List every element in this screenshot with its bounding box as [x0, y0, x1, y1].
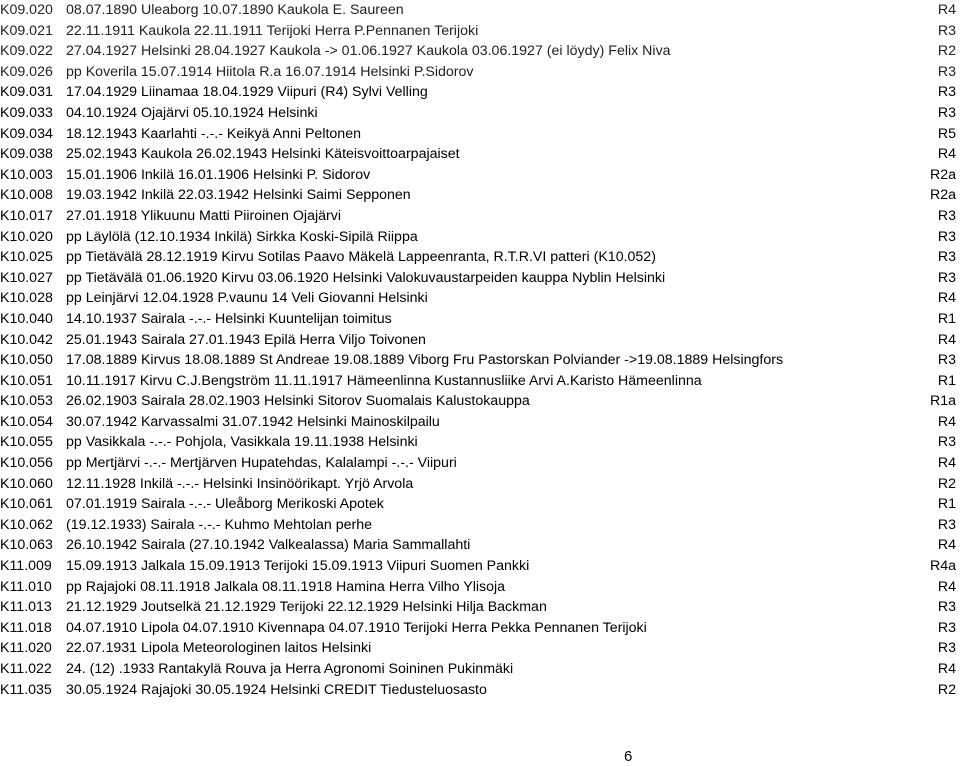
entry-code: K10.061	[0, 496, 53, 513]
entry-code: K11.020	[0, 640, 52, 657]
entry-rarity-class: R1	[937, 496, 956, 513]
entry-rarity-class: R3	[937, 63, 956, 80]
entry-row	[0, 330, 960, 351]
entry-rarity-class: R3	[937, 207, 956, 224]
entry-description: pp Leinjärvi 12.04.1928 P.vaunu 14 Veli Giovanni Helsinki	[66, 290, 428, 307]
entry-code: K10.053	[0, 393, 53, 410]
entry-rarity-class: R3	[937, 84, 956, 101]
entry-description: pp Koverila 15.07.1914 Hiitola R.a 16.07.1914 Helsinki P.Sidorov	[66, 63, 474, 80]
entry-code: K11.010	[0, 578, 52, 595]
entry-code: K11.009	[0, 558, 52, 575]
entry-row	[0, 62, 960, 83]
entry-code: K09.034	[0, 125, 53, 142]
entry-code: K11.035	[0, 681, 52, 698]
entry-code: K10.025	[0, 249, 53, 266]
entry-code: K10.063	[0, 537, 53, 554]
entry-row	[0, 21, 960, 42]
entry-description: 07.01.1919 Sairala -.-.- Uleåborg Merikoski Apotek	[66, 496, 384, 513]
entry-row	[0, 288, 960, 309]
entry-description: pp Läylölä (12.10.1934 Inkilä) Sirkka Koski-Sipilä Riippa	[66, 228, 418, 245]
entry-description: 08.07.1890 Uleaborg 10.07.1890 Kaukola E. Saureen	[66, 2, 404, 18]
entry-code: K10.056	[0, 455, 53, 472]
entry-row	[0, 206, 960, 227]
entry-code: K09.033	[0, 104, 53, 121]
entry-code: K10.040	[0, 310, 53, 327]
entry-description: 22.07.1931 Lipola Meteorologinen laitos Helsinki	[66, 640, 372, 657]
entry-row	[0, 0, 960, 21]
entry-code: K09.026	[0, 63, 53, 80]
entry-description: (19.12.1933) Sairala -.-.- Kuhmo Mehtolan perhe	[66, 516, 372, 533]
entry-description: pp Mertjärvi -.-.- Mertjärven Hupatehdas, Kalalampi -.-.- Viipuri	[66, 455, 457, 472]
entry-row	[0, 474, 960, 495]
entry-code: K10.017	[0, 207, 53, 224]
entry-description: 25.01.1943 Sairala 27.01.1943 Epilä Herra Viljo Toivonen	[66, 331, 426, 348]
entry-rarity-class: R3	[937, 104, 956, 121]
entry-rarity-class: R1a	[929, 393, 956, 410]
entry-rarity-class: R4	[937, 2, 956, 18]
entry-code: K10.027	[0, 269, 53, 286]
entry-rarity-class: R4	[937, 537, 956, 554]
entry-code: K10.055	[0, 434, 53, 451]
entry-description: 30.05.1924 Rajajoki 30.05.1924 Helsinki CREDIT Tiedusteluosasto	[66, 681, 487, 698]
entry-description: pp Rajajoki 08.11.1918 Jalkala 08.11.1918 Hamina Herra Vilho Ylisoja	[66, 578, 506, 595]
entry-code: K10.050	[0, 352, 53, 369]
entry-rarity-class: R5	[937, 125, 956, 142]
entry-rarity-class: R3	[937, 640, 956, 657]
entry-row	[0, 268, 960, 289]
entry-rarity-class: R3	[937, 352, 956, 369]
entry-description: 18.12.1943 Kaarlahti -.-.- Keikyä Anni Peltonen	[66, 125, 361, 142]
entry-rarity-class: R3	[937, 619, 956, 636]
entry-rarity-class: R3	[937, 249, 956, 266]
entry-description: pp Vasikkala -.-.- Pohjola, Vasikkala 19.11.1938 Helsinki	[66, 434, 418, 451]
entry-rarity-class: R1	[937, 372, 956, 389]
entry-description: 22.11.1911 Kaukola 22.11.1911 Terijoki Herra P.Pennanen Terijoki	[66, 22, 479, 39]
entry-rarity-class: R2	[937, 43, 956, 60]
entry-description: 19.03.1942 Inkilä 22.03.1942 Helsinki Saimi Sepponen	[66, 187, 411, 204]
entry-description: pp Tietävälä 01.06.1920 Kirvu 03.06.1920 Helsinki Valokuvaustarpeiden kauppa Nyblin Helsinki	[66, 269, 666, 286]
entry-rarity-class: R2	[937, 475, 956, 492]
entry-code: K10.042	[0, 331, 53, 348]
entry-row	[0, 82, 960, 103]
entry-row	[0, 556, 960, 577]
entry-rarity-class: R3	[937, 22, 956, 39]
entry-description: 14.10.1937 Sairala -.-.- Helsinki Kuuntelijan toimitus	[66, 310, 392, 327]
entry-row	[0, 124, 960, 145]
entry-code: K10.020	[0, 228, 53, 245]
entry-description: 21.12.1929 Joutselkä 21.12.1929 Terijoki 22.12.1929 Helsinki Hilja Backman	[66, 599, 547, 616]
entry-code: K11.018	[0, 619, 52, 636]
entry-description: 17.08.1889 Kirvus 18.08.1889 St Andreae 19.08.1889 Viborg Fru Pastorskan Polviander ->19.08.1889 Helsingfors	[66, 352, 784, 369]
entry-row	[0, 659, 960, 680]
entry-row	[0, 494, 960, 515]
entry-code: K10.003	[0, 166, 53, 183]
entry-description: 25.02.1943 Kaukola 26.02.1943 Helsinki Käteisvoittoarpajaiset	[66, 146, 460, 163]
entry-code: K09.021	[0, 22, 53, 39]
entry-code: K09.038	[0, 146, 53, 163]
entry-code: K11.013	[0, 599, 52, 616]
entry-row	[0, 185, 960, 206]
entry-rarity-class: R2	[937, 681, 956, 698]
entry-code: K10.008	[0, 187, 53, 204]
entry-description: 15.09.1913 Jalkala 15.09.1913 Terijoki 15.09.1913 Viipuri Suomen Pankki	[66, 558, 530, 575]
entry-row	[0, 618, 960, 639]
entry-code: K10.062	[0, 516, 53, 533]
entry-description: 04.07.1910 Lipola 04.07.1910 Kivennapa 04.07.1910 Terijoki Herra Pekka Pennanen Terijoki	[66, 619, 647, 636]
entry-rarity-class: R3	[937, 434, 956, 451]
entry-rarity-class: R4	[937, 455, 956, 472]
entry-code: K11.022	[0, 661, 52, 677]
entry-row	[0, 350, 960, 371]
entry-rarity-class: R3	[937, 269, 956, 286]
entry-row	[0, 535, 960, 556]
entry-row	[0, 432, 960, 453]
entry-code: K09.020	[0, 2, 53, 18]
entry-rarity-class: R4	[937, 146, 956, 163]
entry-rarity-class: R4	[937, 331, 956, 348]
entry-row	[0, 103, 960, 124]
entry-row	[0, 227, 960, 248]
entry-description: 30.07.1942 Karvassalmi 31.07.1942 Helsinki Mainoskilpailu	[66, 413, 440, 430]
entry-rarity-class: R4	[937, 661, 956, 677]
entry-row	[0, 638, 960, 659]
entry-row	[0, 515, 960, 536]
entry-rarity-class: R4	[937, 578, 956, 595]
entry-row	[0, 41, 960, 62]
entry-description: 12.11.1928 Inkilä -.-.- Helsinki Insinöörikapt. Yrjö Arvola	[66, 475, 414, 492]
entry-description: 10.11.1917 Kirvu C.J.Bengström 11.11.1917 Hämeenlinna Kustannusliike Arvi A.Karisto Hämeenlinna	[66, 372, 702, 389]
entry-rarity-class: R4	[937, 413, 956, 430]
page-number: 6	[624, 748, 633, 765]
entry-code: K10.054	[0, 413, 53, 430]
entry-description: 17.04.1929 Liinamaa 18.04.1929 Viipuri (R4) Sylvi Velling	[66, 84, 428, 101]
entry-code: K10.028	[0, 290, 53, 307]
entry-row	[0, 680, 960, 701]
entry-code: K09.022	[0, 43, 53, 60]
entry-description: 27.04.1927 Helsinki 28.04.1927 Kaukola -> 01.06.1927 Kaukola 03.06.1927 (ei löydy) Felix Niva	[66, 43, 671, 60]
entry-description: pp Tietävälä 28.12.1919 Kirvu Sotilas Paavo Mäkelä Lappeenranta, R.T.R.VI patteri (K10.052)	[66, 249, 656, 266]
entry-rarity-class: R3	[937, 599, 956, 616]
entry-code: K09.031	[0, 84, 53, 101]
entry-row	[0, 165, 960, 186]
entry-row	[0, 453, 960, 474]
entry-row	[0, 412, 960, 433]
entry-row	[0, 371, 960, 392]
entry-row	[0, 144, 960, 165]
entry-rarity-class: R4a	[929, 558, 956, 575]
entry-rarity-class: R2a	[929, 187, 956, 204]
entry-rarity-class: R2a	[929, 166, 956, 183]
entry-row	[0, 577, 960, 598]
entry-row	[0, 391, 960, 412]
entry-row	[0, 597, 960, 618]
entry-row	[0, 247, 960, 268]
entry-rarity-class: R3	[937, 228, 956, 245]
entry-description: 26.02.1903 Sairala 28.02.1903 Helsinki Sitorov Suomalais Kalustokauppa	[66, 393, 530, 410]
entry-description: 15.01.1906 Inkilä 16.01.1906 Helsinki P. Sidorov	[66, 166, 371, 183]
entry-description: 26.10.1942 Sairala (27.10.1942 Valkealassa) Maria Sammallahti	[66, 537, 471, 554]
entry-rarity-class: R1	[937, 310, 956, 327]
entry-row	[0, 309, 960, 330]
entry-code: K10.060	[0, 475, 53, 492]
entry-description: 24. (12) .1933 Rantakylä Rouva ja Herra Agronomi Soininen Pukinmäki	[66, 661, 514, 677]
entry-description: 27.01.1918 Ylikuunu Matti Piiroinen Ojajärvi	[66, 207, 341, 224]
entry-description: 04.10.1924 Ojajärvi 05.10.1924 Helsinki	[66, 104, 318, 121]
entry-code: K10.051	[0, 372, 53, 389]
entry-rarity-class: R4	[937, 290, 956, 307]
entry-rarity-class: R3	[937, 516, 956, 533]
